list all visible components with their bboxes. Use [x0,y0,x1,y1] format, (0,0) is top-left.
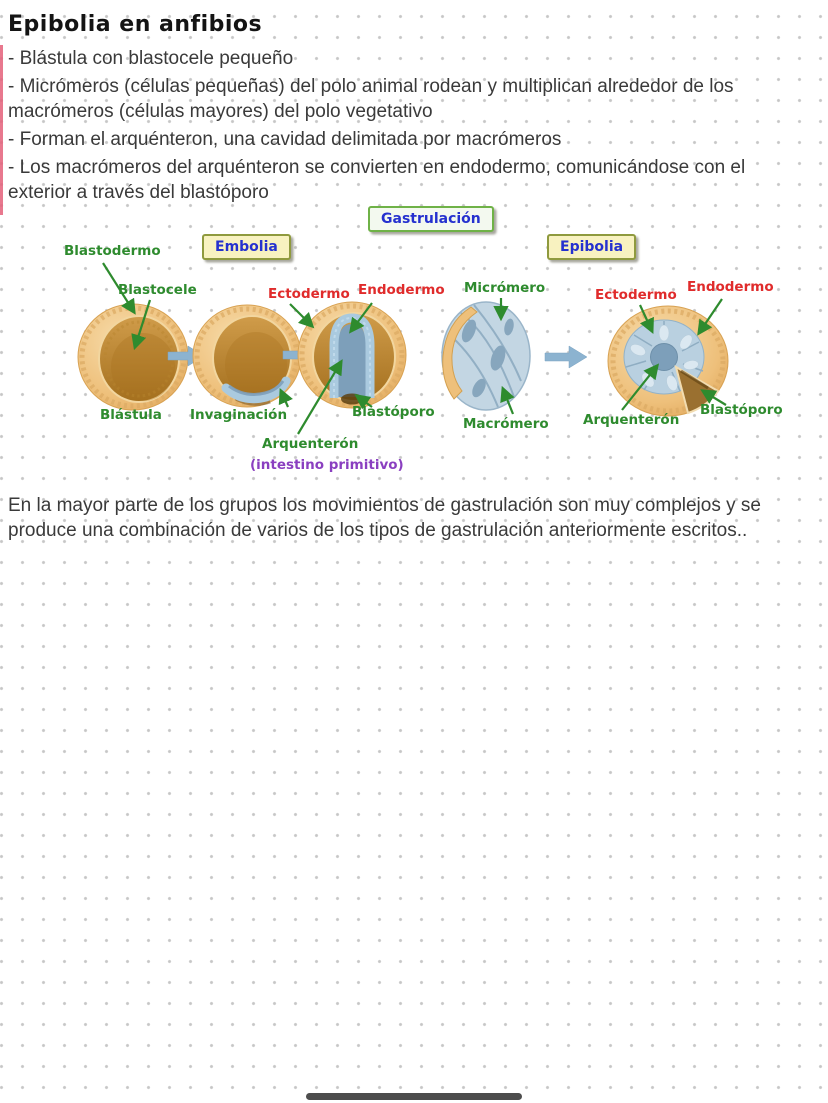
label-arquenteron-right: Arquenterón [583,412,680,428]
embolia-box: Embolia [202,234,291,260]
label-endodermo-left: Endodermo [358,282,445,298]
bullet-line: - Forman el arquénteron, una cavidad delimitada por macrómeros [8,129,562,150]
bullet-line: - Blástula con blastocele pequeño [8,48,294,69]
closing-paragraph: En la mayor parte de los grupos los movimientos de gastrulación son muy complejos y se produce una combinación de varios de los tipos de gastrulación anteriormente escritos.. [8,495,761,541]
bullet-line: - Micrómeros (células pequeñas) del polo animal rodean y multiplican alrededor de los macrómeros (células mayores) del polo vegetativo [8,76,734,122]
home-indicator-bar [306,1093,522,1100]
label-endodermo-right: Endodermo [687,279,774,295]
epibolia-gastrula-illustration [608,306,728,416]
label-intestino-primitivo: (intestino primitivo) [250,457,404,473]
label-ectodermo-left: Ectodermo [268,286,350,302]
label-blastocele: Blastocele [118,282,197,298]
epibolia-start-illustration [442,302,530,410]
label-blastoporo-left: Blastóporo [352,404,435,420]
embolia-gastrula-illustration [298,302,406,408]
label-blastula: Blástula [100,407,162,423]
label-macromero: Macrómero [463,416,549,432]
label-micromero: Micrómero [464,280,546,296]
label-blastoporo-right: Blastóporo [700,402,783,418]
notes-text-block [8,46,810,208]
label-invaginacion: Invaginación [190,407,288,423]
gastrulacion-box: Gastrulación [368,206,494,232]
epibolia-box: Epibolia [547,234,636,260]
ectodermo-left-pointer [290,304,312,326]
gastrulation-figure [0,195,828,485]
invaginacion-pointer [281,391,288,407]
label-arquenteron-left: Arquenterón [262,436,359,452]
bullet-line: - Los macrómeros del arquénteron se convierten en endodermo, comunicándose con el exterior a través del blastóporo [8,157,746,203]
page-edge-marker [0,45,3,215]
flow-arrow-right-icon [545,346,587,368]
label-blastodermo: Blastodermo [64,243,161,259]
label-ectodermo-right: Ectodermo [595,287,677,303]
page-title: Epibolia en anfibios [8,12,263,37]
